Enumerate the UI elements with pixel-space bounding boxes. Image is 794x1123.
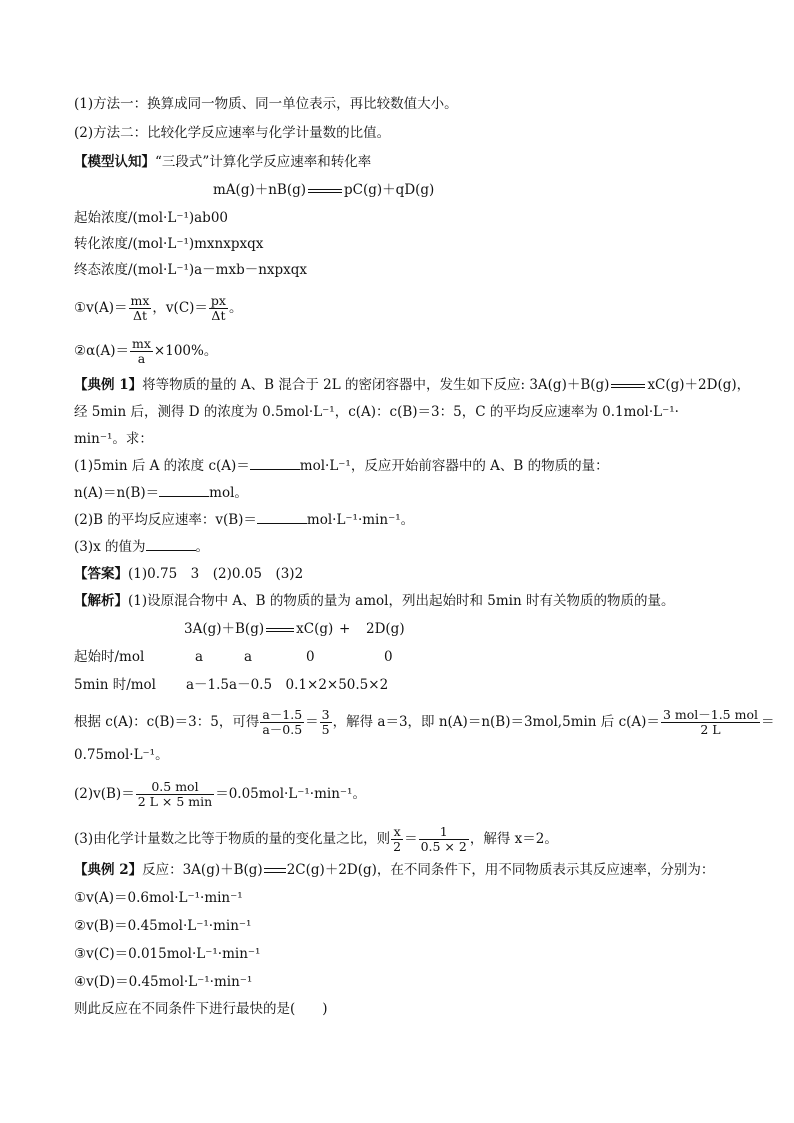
- question2: [74, 511, 414, 529]
- final-question: 则此反应在不同条件下进行最快的是( ): [74, 1001, 328, 1017]
- t-eq-b: xC(g): [296, 621, 334, 637]
- s2-a: (2)v(B)＝: [74, 786, 135, 802]
- solution3: [74, 825, 558, 854]
- row-start-conc: 起始浓度/(mol·L⁻¹)ab00: [74, 210, 228, 226]
- numerator: px: [210, 293, 226, 308]
- answer-text: (1)0.75 3 (2)0.05 (3)2: [128, 566, 304, 582]
- example1-tag: 【典例 1】: [74, 377, 143, 393]
- option-2: ②v(B)＝0.45mol·L⁻¹·min⁻¹: [74, 918, 252, 934]
- question1: [74, 457, 609, 475]
- analysis-text: (1)设原混合物中 A、B 的物质的量为 amol，列出起始时和 5min 时有关物质的物质的量。: [128, 593, 675, 609]
- answer-blank[interactable]: [257, 511, 307, 524]
- fraction: [260, 708, 304, 737]
- solution1: [74, 708, 774, 737]
- q2-a: (2)B 的平均反应速率：v(B)＝: [74, 512, 257, 528]
- s3-eq: ＝: [404, 831, 418, 847]
- formula-conv-b: ×100%。: [153, 343, 218, 359]
- denominator: 2 L: [700, 722, 721, 737]
- denominator: 0.5 × 2: [420, 839, 467, 854]
- model-text: “三段式”计算化学反应速率和转化率: [155, 154, 372, 170]
- example1-b: xC(g)＋2D(g)，: [647, 377, 751, 393]
- example2-tag: 【典例 2】: [74, 862, 143, 878]
- formula-conv-a: ②α(A)＝: [74, 343, 130, 359]
- row-end-conc: 终态浓度/(mol·L⁻¹)a－mxb－nxpxqx: [74, 262, 308, 278]
- numerator: 3: [321, 707, 330, 722]
- answer-blank[interactable]: [159, 484, 209, 497]
- model-tag: 【模型认知】: [74, 154, 155, 170]
- answer-line: [74, 565, 303, 583]
- numerator: 0.5 mol: [136, 780, 214, 795]
- example1-a: 将等物质的量的 A、B 混合于 2L 的密闭容器中，发生如下反应: 3A(g)＋B(g): [142, 377, 610, 393]
- q1-a: (1)5min 后 A 的浓度 c(A)＝: [74, 458, 250, 474]
- option-1: ①v(A)＝0.6mol·L⁻¹·min⁻¹: [74, 890, 243, 906]
- example1-line3: min⁻¹。求：: [74, 431, 153, 447]
- t-eq-a: 3A(g)＋B(g): [184, 621, 265, 637]
- general-equation: [213, 181, 434, 199]
- s1-c: ＝: [760, 714, 775, 730]
- formula-rate-c: 。: [228, 300, 243, 316]
- method-two: (2)方法二：比较化学反应速率与化学计量数的比值。: [74, 125, 391, 141]
- question1-cont: [74, 484, 248, 502]
- option-3: ③v(C)＝0.015mol·L⁻¹·min⁻¹: [74, 946, 261, 962]
- table-row2-label: 5min 时/mol: [74, 677, 156, 693]
- eq-left: mA(g)＋nB(g): [213, 182, 307, 198]
- denominator: 5: [321, 722, 330, 737]
- model-heading: [74, 153, 371, 171]
- s3-b: ，解得 x＝2。: [469, 831, 558, 847]
- equilibrium-arrow-icon: [611, 382, 645, 390]
- example1-line1: [74, 376, 750, 394]
- denominator: 2 L × 5 min: [137, 794, 213, 809]
- table-equation: [184, 620, 333, 638]
- q1-b: mol·L⁻¹，反应开始前容器中的 A、B 的物质的量：: [299, 458, 609, 474]
- s3-a: (3)由化学计量数之比等于物质的量的变化量之比，则: [74, 831, 391, 847]
- answer-blank[interactable]: [146, 538, 196, 551]
- numerator: a－1.5: [262, 707, 303, 722]
- denominator: Δt: [132, 308, 147, 323]
- q1c-a: n(A)＝n(B)＝: [74, 485, 160, 501]
- table-plus: +: [339, 621, 351, 637]
- numerator: 1: [419, 825, 469, 840]
- fraction: [130, 337, 153, 366]
- equals-sign-icon: [264, 868, 286, 874]
- q3-b: 。: [195, 539, 210, 555]
- q3-a: (3)x 的值为: [74, 539, 146, 555]
- fraction: [661, 708, 760, 737]
- denominator: a－0.5: [262, 722, 303, 737]
- numerator: 3 mol－1.5 mol: [662, 707, 758, 722]
- fraction: [320, 708, 332, 737]
- numerator: x: [391, 825, 403, 840]
- example2-b: 2C(g)＋2D(g)，在不同条件下，用不同物质表示其反应速率，分别为：: [286, 862, 715, 878]
- numerator: mx: [130, 293, 150, 308]
- fraction: [136, 780, 214, 809]
- table-row2-values: a－1.5a－0.5 0.1×2×50.5×2: [186, 677, 389, 693]
- solution2: [74, 780, 366, 809]
- equilibrium-arrow-icon: [308, 187, 342, 195]
- formula-rate: [74, 294, 242, 323]
- equilibrium-arrow-icon: [266, 626, 294, 634]
- numerator: mx: [132, 336, 151, 351]
- eq-right: pC(g)＋qD(g): [344, 182, 435, 198]
- fraction: [391, 825, 403, 854]
- formula-conversion: [74, 337, 217, 366]
- table-row1-b: a: [244, 649, 253, 665]
- table-row1-c: 0: [306, 649, 315, 665]
- denominator: Δt: [211, 308, 226, 323]
- row-change-conc: 转化浓度/(mol·L⁻¹)mxnxpxqx: [74, 236, 264, 252]
- example2-a: 反应：3A(g)＋B(g): [142, 862, 263, 878]
- analysis-tag: 【解析】: [74, 593, 128, 609]
- question3: [74, 538, 209, 556]
- fraction: [419, 825, 469, 854]
- denominator: a: [137, 351, 146, 366]
- table-row1-label: 起始时/mol: [74, 649, 145, 665]
- formula-rate-a: ①v(A)＝: [74, 300, 128, 316]
- table-row1-a: a: [195, 649, 204, 665]
- q1c-b: mol。: [209, 485, 248, 501]
- s1-b: ，解得 a＝3，即 n(A)＝n(B)＝3mol,5min 后 c(A)＝: [332, 714, 660, 730]
- example2-line1: [74, 861, 714, 879]
- example1-line2: 经 5min 后，测得 D 的浓度为 0.5mol·L⁻¹，c(A)：c(B)＝3：5，C 的平均反应速率为 0.1mol·L⁻¹·: [74, 404, 679, 420]
- answer-tag: 【答案】: [74, 566, 128, 582]
- q2-b: mol·L⁻¹·min⁻¹。: [306, 512, 415, 528]
- s1-eq: ＝: [305, 714, 319, 730]
- denominator: 2: [393, 839, 402, 854]
- analysis-line: [74, 592, 674, 610]
- formula-rate-b: ，v(C)＝: [152, 300, 208, 316]
- answer-blank[interactable]: [250, 457, 300, 470]
- fraction: [129, 294, 152, 323]
- table-eq-c: 2D(g): [366, 621, 405, 637]
- s1-a: 根据 c(A)：c(B)＝3：5，可得: [74, 714, 260, 730]
- s2-b: ＝0.05mol·L⁻¹·min⁻¹。: [215, 786, 366, 802]
- fraction: [209, 294, 228, 323]
- method-one: (1)方法一：换算成同一物质、同一单位表示，再比较数值大小。: [74, 96, 458, 112]
- option-4: ④v(D)＝0.45mol·L⁻¹·min⁻¹: [74, 974, 253, 990]
- solution1-cont: 0.75mol·L⁻¹。: [74, 747, 169, 763]
- table-row1-d: 0: [384, 649, 393, 665]
